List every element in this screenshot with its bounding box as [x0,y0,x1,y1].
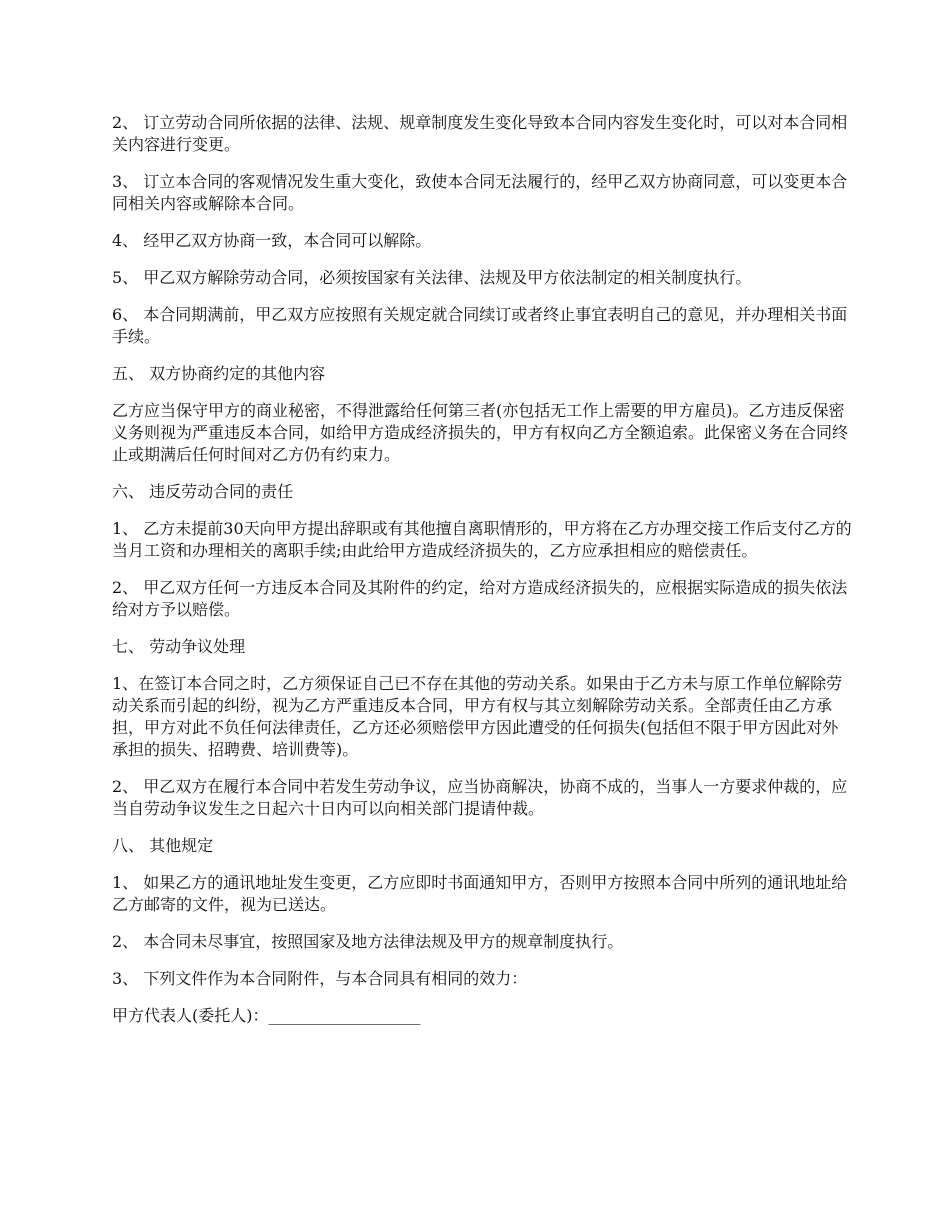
paragraph-other-1: 1、 如果乙方的通讯地址发生变更，乙方应即时书面通知甲方，否则甲方按照本合同中所列的通讯地址给乙方邮寄的文件，视为已送达。 [112,873,848,914]
section-heading-7: 七、 劳动争议处理 [112,637,246,656]
paragraph-dispute-2: 2、 甲乙双方在履行本合同中若发生劳动争议，应当协商解决，协商不成的，当事人一方要求仲裁的，应当自劳动争议发生之日起六十日内可以向相关部门提请仲裁。 [112,777,848,818]
signature-line: 甲方代表人(委托人)：___________________ [112,1006,421,1025]
paragraph-confidentiality: 乙方应当保守甲方的商业秘密，不得泄露给任何第三者(亦包括无工作上需要的甲方雇员)。乙方违反保密义务则视为严重违反本合同，如给甲方造成经济损失的，甲方有权向乙方全额追索。此保密义务在合同终止或期满后任何时间对乙方仍有约束力。 [112,401,849,464]
paragraph-item-2-change: 2、 订立劳动合同所依据的法律、法规、规章制度发生变化导致本合同内容发生变化时，可以对本合同相关内容进行变更。 [112,113,848,154]
section-heading-5: 五、 双方协商约定的其他内容 [112,364,326,383]
section-heading-6: 六、 违反劳动合同的责任 [112,482,294,501]
paragraph-item-4-change: 4、 经甲乙双方协商一致，本合同可以解除。 [112,231,432,250]
paragraph-item-6-change: 6、 本合同期满前，甲乙双方应按照有关规定就合同续订或者终止事宜表明自己的意见，并办理相关书面手续。 [112,305,848,346]
paragraph-dispute-1: 1、在签订本合同之时，乙方须保证自己已不存在其他的劳动关系。如果由于乙方未与原工作单位解除劳动关系而引起的纠纷，视为乙方严重违反本合同，甲方有权与其立刻解除劳动关系。全部责任由乙方承担，甲方对此不负任何法律责任，乙方还必须赔偿甲方因此遭受的任何损失(包括但不限于甲方因此对外承担的损失、招聘费、培训费等)。 [112,674,843,759]
paragraph-other-2: 2、 本合同未尽事宜，按照国家及地方法律法规及甲方的规章制度执行。 [112,932,624,951]
paragraph-other-3: 3、 下列文件作为本合同附件，与本合同具有相同的效力： [112,969,528,988]
document-page [112,112,852,1027]
paragraph-item-5-change: 5、 甲乙双方解除劳动合同，必须按国家有关法律、法规及甲方依法制定的相关制度执行。 [112,268,752,287]
section-heading-8: 八、 其他规定 [112,836,214,855]
paragraph-item-3-change: 3、 订立本合同的客观情况发生重大变化，致使本合同无法履行的，经甲乙双方协商同意，可以变更本合同相关内容或解除本合同。 [112,172,848,213]
paragraph-liability-2: 2、 甲乙双方任何一方违反本合同及其附件的约定，给对方造成经济损失的，应根据实际造成的损失依法给对方予以赔偿。 [112,578,848,619]
paragraph-liability-1: 1、 乙方未提前30天向甲方提出辞职或有其他擅自离职情形的，甲方将在乙方办理交接工作后支付乙方的当月工资和办理相关的离职手续;由此给甲方造成经济损失的，乙方应承担相应的赔偿责任。 [112,519,852,560]
